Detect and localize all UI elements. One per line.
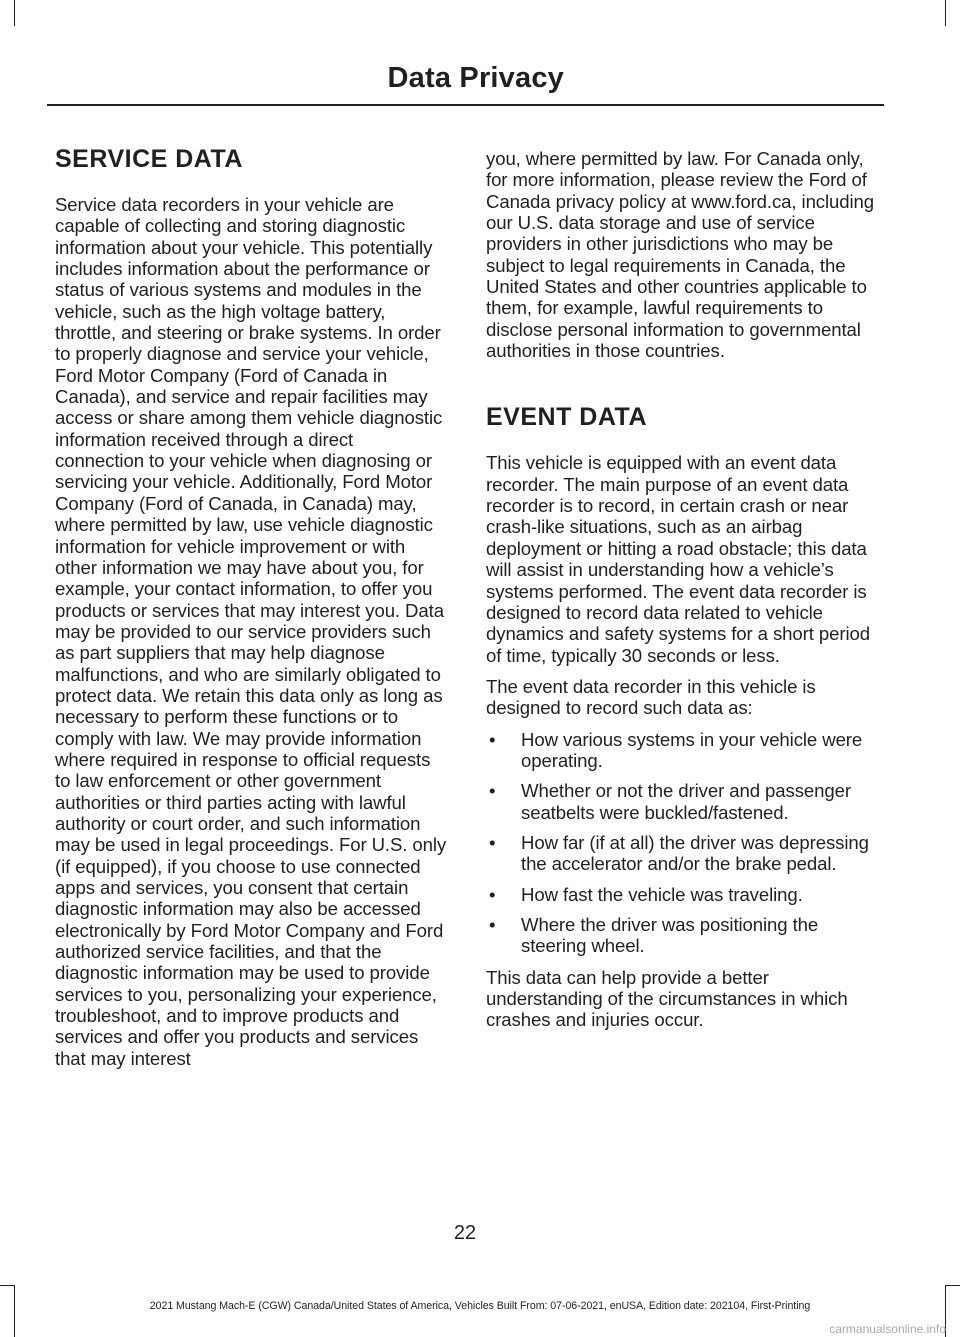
right-column bbox=[486, 148, 880, 1041]
event-data-heading: EVENT DATA bbox=[486, 403, 648, 432]
left-column bbox=[55, 140, 447, 1079]
list-item: • How various systems in your vehicle were operating. bbox=[486, 729, 880, 772]
list-item: • How far (if at all) the driver was depressing the accelerator and/or the brake pedal. bbox=[486, 832, 880, 875]
list-item: • How fast the vehicle was traveling. bbox=[486, 884, 880, 905]
page-header-title: Data Privacy bbox=[387, 62, 564, 94]
event-data-list bbox=[486, 729, 880, 957]
service-data-heading: SERVICE DATA bbox=[55, 145, 243, 173]
crop-mark-top-right-vertical bbox=[945, 0, 946, 26]
service-data-continuation: you, where permitted by law. For Canada only, for more information, please review the Ford of Canada privacy policy at www.ford.ca, including our U.S. data storage and use of service providers in other jurisdictions who may be subject to legal requirements in Canada, the United States and other countries applicable to them, for example, lawful requirements to disclose personal information to governmental authorities in those countries. bbox=[486, 148, 875, 362]
page-number: 22 bbox=[453, 1222, 477, 1244]
crop-mark-bottom-right-horizontal bbox=[945, 1285, 960, 1286]
event-data-paragraph-2: The event data recorder in this vehicle is designed to record such data as: bbox=[486, 675, 816, 719]
footer-edition-info: 2021 Mustang Mach-E (CGW) Canada/United States of America, Vehicles Built From: 07-06-2021, enUSA, Edition date: 202104, First-Printing bbox=[149, 1300, 811, 1312]
crop-mark-bottom-left-horizontal bbox=[0, 1285, 15, 1286]
event-data-paragraph-3: This data can help provide a better understanding of the circumstances in which crashes and injuries occur. bbox=[486, 966, 848, 1031]
service-data-paragraph: Service data recorders in your vehicle are capable of collecting and storing diagnostic information about your vehicle. This potentially includes information about the performance or status of various systems and modules in the vehicle, such as the high voltage battery, throttle, and steering or brake systems. In order to properly diagnose and service your vehicle, Ford Motor Company (Ford of Canada in Canada), and service and repair facilities may access or share among them vehicle diagnostic information received through a direct connection to your vehicle when diagnosing or servicing your vehicle. Additionally, Ford Motor Company (Ford of Canada, in Canada) may, where permitted by law, use vehicle diagnostic information for vehicle improvement or with other information we may have about you, for example, your contact information, to offer you products or services that may interest you. Data may be provided to our service providers such as part suppliers that may help diagnose malfunctions, and who are similarly obligated to protect data. We retain this data only as long as necessary to perform these functions or to comply with law. We may provide information where required in response to official requests to law enforcement or other government authorities or third parties acting with lawful authority or court order, and such information may be used in legal proceedings. For U.S. only (if equipped), if you choose to use connected apps and services, you consent that certain diagnostic information may also be accessed electronically by Ford Motor Company and Ford authorized service facilities, and that the diagnostic information may be used to provide services to you, personalizing your experience, troubleshoot, and to improve products and services and offer you products and services that may interest bbox=[55, 194, 447, 1069]
list-item: • Whether or not the driver and passenger seatbelts were buckled/fastened. bbox=[486, 780, 880, 823]
watermark: carmanualsonline.info bbox=[829, 1322, 946, 1336]
header-divider bbox=[47, 104, 884, 106]
list-item: • Where the driver was positioning the steering wheel. bbox=[486, 914, 880, 957]
crop-mark-top-left-vertical bbox=[14, 0, 15, 26]
event-data-paragraph-1: This vehicle is equipped with an event data recorder. The main purpose of an event data recorder is to record, in certain crash or near crash-like situations, such as an airbag deployment or hitting a road obstacle; this data will assist in understanding how a vehicle’s systems performed. The event data recorder is designed to record data related to vehicle dynamics and safety systems for a short period of time, typically 30 seconds or less. bbox=[486, 452, 870, 666]
